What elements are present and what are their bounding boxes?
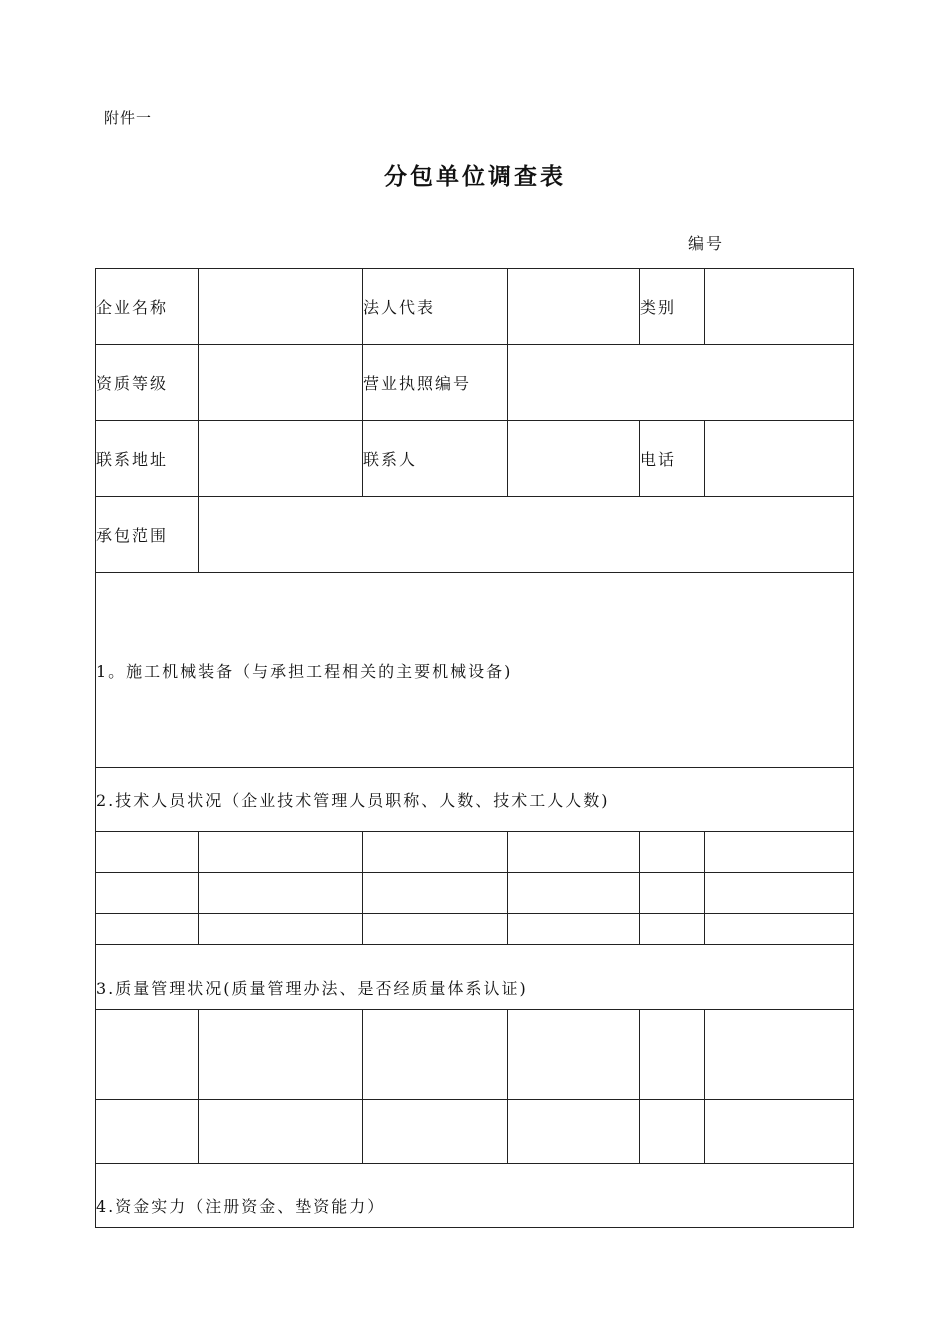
company-name-field[interactable] — [199, 269, 363, 345]
grid-cell[interactable] — [508, 873, 640, 914]
section-funding-heading: 4.资金实力（注册资金、垫资能力） — [96, 1197, 386, 1216]
grid-cell[interactable] — [640, 832, 705, 873]
grid-cell[interactable] — [508, 1010, 640, 1100]
grid-cell[interactable] — [199, 1010, 363, 1100]
grid-cell[interactable] — [199, 832, 363, 873]
grid-cell[interactable] — [96, 1010, 199, 1100]
grid-cell[interactable] — [705, 832, 854, 873]
grid-cell[interactable] — [640, 914, 705, 945]
attachment-label: 附件一 — [104, 109, 153, 127]
grid-cell[interactable] — [363, 914, 508, 945]
qualification-field[interactable] — [199, 345, 363, 421]
grid-cell[interactable] — [705, 873, 854, 914]
scope-field[interactable] — [199, 497, 854, 573]
license-number-label: 营业执照编号 — [363, 345, 508, 421]
grid-cell[interactable] — [363, 873, 508, 914]
form-row-company — [96, 269, 854, 345]
grid-cell[interactable] — [508, 1100, 640, 1164]
grid-cell[interactable] — [96, 914, 199, 945]
page-title: 分包单位调查表 — [384, 163, 566, 190]
license-number-field[interactable] — [508, 345, 854, 421]
form-row-contact — [96, 421, 854, 497]
section-quality-heading: 3.质量管理状况(质量管理办法、是否经质量体系认证) — [96, 978, 528, 998]
grid-cell[interactable] — [96, 873, 199, 914]
grid-cell[interactable] — [199, 873, 363, 914]
address-label: 联系地址 — [96, 421, 199, 497]
grid-cell[interactable] — [705, 1010, 854, 1100]
grid-cell[interactable] — [363, 1100, 508, 1164]
grid-cell[interactable] — [508, 914, 640, 945]
grid-cell[interactable] — [199, 914, 363, 945]
phone-field[interactable] — [705, 421, 854, 497]
section-personnel-heading: 2.技术人员状况（企业技术管理人员职称、人数、技术工人人数) — [96, 791, 610, 810]
grid-cell[interactable] — [508, 832, 640, 873]
form-row-qualification — [96, 345, 854, 421]
grid-cell[interactable] — [640, 1010, 705, 1100]
grid-cell[interactable] — [640, 873, 705, 914]
phone-label: 电话 — [640, 421, 705, 497]
scope-label: 承包范围 — [96, 497, 199, 573]
personnel-grid-row — [96, 914, 854, 945]
category-label: 类别 — [640, 269, 705, 345]
survey-form-table — [95, 268, 854, 1228]
form-row-scope — [96, 497, 854, 573]
personnel-grid-row — [96, 832, 854, 873]
contact-person-label: 联系人 — [363, 421, 508, 497]
address-field[interactable] — [199, 421, 363, 497]
grid-cell[interactable] — [705, 914, 854, 945]
legal-rep-label: 法人代表 — [363, 269, 508, 345]
grid-cell[interactable] — [363, 832, 508, 873]
contact-person-field[interactable] — [508, 421, 640, 497]
grid-cell[interactable] — [96, 832, 199, 873]
serial-number-label: 编号 — [688, 234, 725, 253]
quality-grid-row — [96, 1100, 854, 1164]
grid-cell[interactable] — [96, 1100, 199, 1164]
grid-cell[interactable] — [705, 1100, 854, 1164]
personnel-grid-row — [96, 873, 854, 914]
grid-cell[interactable] — [199, 1100, 363, 1164]
section-equipment — [96, 573, 854, 768]
section-quality — [96, 945, 854, 1010]
quality-grid-row — [96, 1010, 854, 1100]
category-field[interactable] — [705, 269, 854, 345]
section-funding — [96, 1164, 854, 1228]
qualification-label: 资质等级 — [96, 345, 199, 421]
section-personnel — [96, 768, 854, 832]
company-name-label: 企业名称 — [96, 269, 199, 345]
grid-cell[interactable] — [640, 1100, 705, 1164]
grid-cell[interactable] — [363, 1010, 508, 1100]
section-equipment-heading: 1。施工机械装备（与承担工程相关的主要机械设备) — [96, 661, 513, 681]
legal-rep-field[interactable] — [508, 269, 640, 345]
